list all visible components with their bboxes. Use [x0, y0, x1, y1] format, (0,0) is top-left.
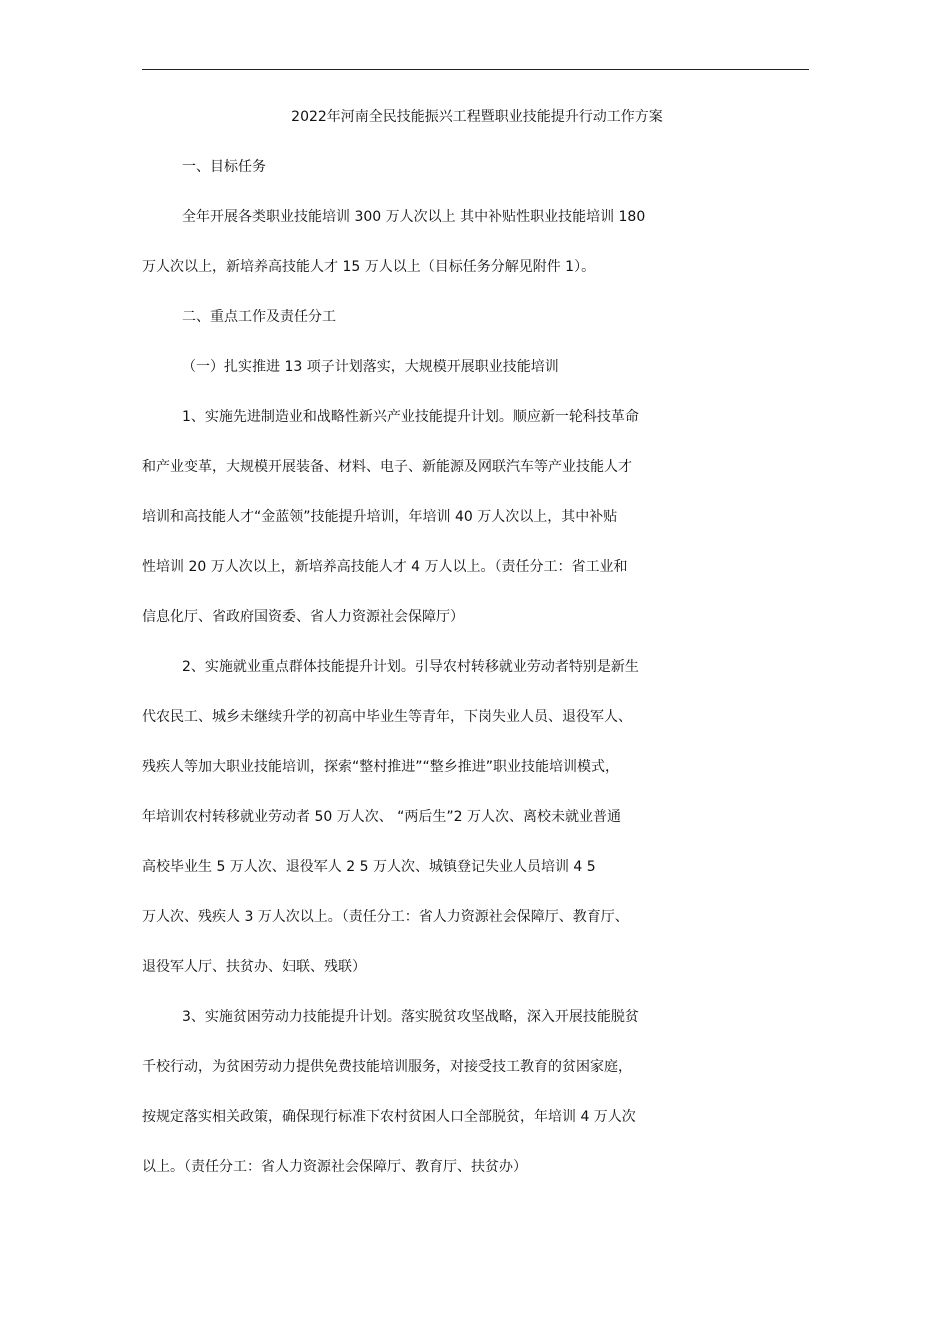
text-line: 和产业变革，大规模开展装备、材料、电子、新能源及网联汽车等产业技能人才: [142, 459, 632, 475]
document-lines: [142, 142, 812, 1192]
document-title: 2022年河南全民技能振兴工程暨职业技能提升行动工作方案: [291, 109, 663, 125]
text-line: 全年开展各类职业技能培训 300 万人次以上 其中补贴性职业技能培训 180: [182, 209, 646, 225]
text-line: 年培训农村转移就业劳动者 50 万人次、 “两后生”2 万人次、离校未就业普通: [142, 809, 622, 825]
text-line: 高校毕业生 5 万人次、退役军人 2 5 万人次、城镇登记失业人员培训 4 5: [142, 859, 596, 875]
text-line: 信息化厅、省政府国资委、省人力资源社会保障厅）: [142, 609, 464, 625]
text-line: 2、实施就业重点群体技能提升计划。引导农村转移就业劳动者特别是新生: [182, 659, 639, 675]
header-rule: [142, 69, 809, 70]
text-line: 按规定落实相关政策，确保现行标准下农村贫困人口全部脱贫，年培训 4 万人次: [142, 1109, 636, 1125]
text-line: 退役军人厅、扶贫办、妇联、残联）: [142, 959, 366, 975]
text-line: 性培训 20 万人次以上，新培养高技能人才 4 万人以上。（责任分工：省工业和: [142, 559, 628, 575]
text-line: 代农民工、城乡未继续升学的初高中毕业生等青年，下岗失业人员、退役军人、: [142, 709, 632, 725]
document-body: [142, 92, 812, 1192]
text-line: （一）扎实推进 13 项子计划落实，大规模开展职业技能培训: [182, 359, 559, 375]
text-line: 一、目标任务: [182, 159, 266, 175]
text-line: 二、重点工作及责任分工: [182, 309, 336, 325]
text-line: 千校行动，为贫困劳动力提供免费技能培训服务，对接受技工教育的贫困家庭，: [142, 1059, 632, 1075]
text-line: 残疾人等加大职业技能培训，探索“整村推进”“整乡推进”职业技能培训模式，: [142, 759, 620, 775]
text-line: 万人次、残疾人 3 万人次以上。（责任分工：省人力资源社会保障厅、教育厅、: [142, 909, 629, 925]
text-line: 以上。（责任分工：省人力资源社会保障厅、教育厅、扶贫办）: [142, 1159, 527, 1175]
text-line: 万人次以上，新培养高技能人才 15 万人以上（目标任务分解见附件 1）。: [142, 259, 596, 275]
text-line: 培训和高技能人才“金蓝领”技能提升培训，年培训 40 万人次以上，其中补贴: [142, 509, 618, 525]
text-line: 3、实施贫困劳动力技能提升计划。落实脱贫攻坚战略，深入开展技能脱贫: [182, 1009, 639, 1025]
text-line: 1、实施先进制造业和战略性新兴产业技能提升计划。顺应新一轮科技革命: [182, 409, 639, 425]
